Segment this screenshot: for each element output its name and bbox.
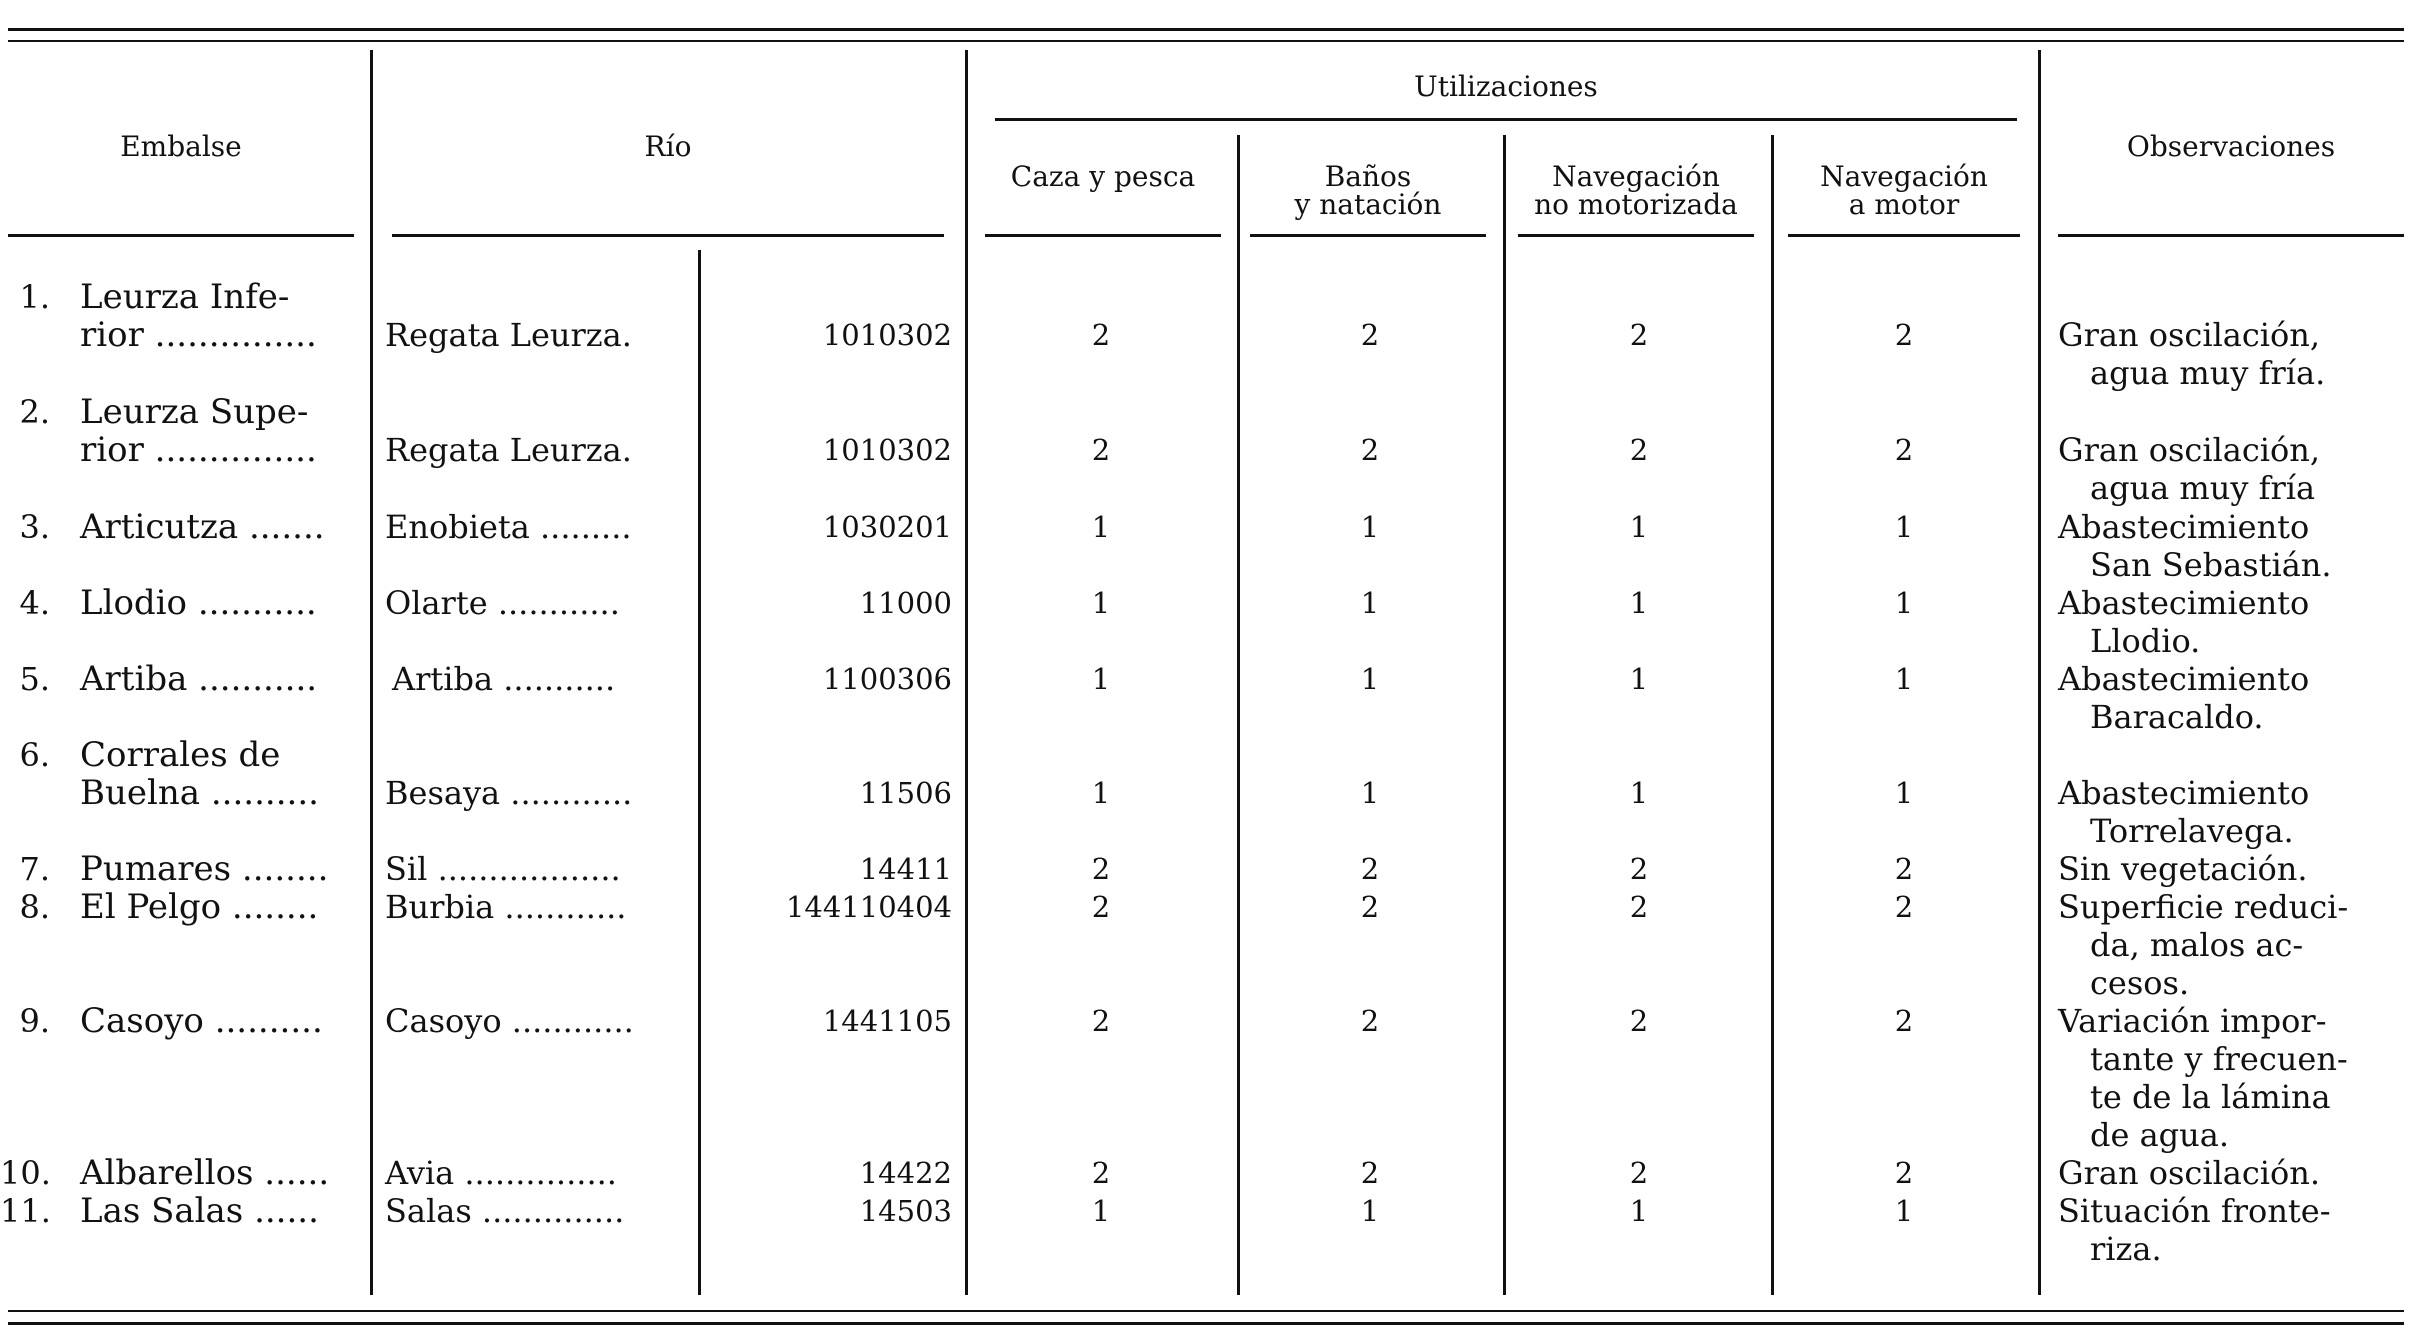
nav-motor-value: 1: [1894, 510, 1914, 544]
nav-no-value: 2: [1629, 318, 1649, 352]
utilizaciones-underline: [995, 118, 2017, 121]
nav-motor-value: 1: [1894, 662, 1914, 696]
observacion: Abastecimiento: [2058, 660, 2310, 698]
top-rule: [8, 28, 2404, 31]
observacion: Superficie reduci-: [2058, 888, 2349, 926]
header-rio: Río: [644, 130, 692, 163]
banos-value: 2: [1360, 433, 1380, 467]
divider-banos-nav: [1503, 135, 1506, 1295]
caza-value: 1: [1091, 1194, 1111, 1228]
rio-code: 14411: [859, 852, 952, 886]
rio-name: Artiba ...........: [392, 660, 616, 698]
rio-name: Burbia ............: [385, 888, 627, 926]
header-nav-no-2: no motorizada: [1534, 188, 1738, 221]
header-nav-no-1: Navegación: [1552, 160, 1720, 193]
embalse-name: El Pelgo ........: [80, 887, 319, 927]
observacion-cont: agua muy fría: [2090, 469, 2316, 507]
observacion-cont: riza.: [2090, 1230, 2162, 1268]
nav-motor-value: 1: [1894, 1194, 1914, 1228]
embalse-name: Casoyo ..........: [80, 1001, 323, 1041]
observacion-cont: tante y frecuen-: [2090, 1040, 2348, 1078]
banos-value: 1: [1360, 1194, 1380, 1228]
nav-no-value: 2: [1629, 1156, 1649, 1190]
header-caza-pesca: Caza y pesca: [1010, 160, 1196, 193]
nav-motor-value: 2: [1894, 852, 1914, 886]
embalse-name-cont: rior ...............: [80, 430, 317, 470]
nav-no-value: 1: [1629, 510, 1649, 544]
rio-name: Regata Leurza.: [385, 316, 632, 354]
row-number: 1.: [19, 278, 50, 316]
nav-no-value: 1: [1629, 586, 1649, 620]
bottom-rule-inner: [8, 1310, 2404, 1312]
caza-value: 2: [1091, 852, 1111, 886]
nav-no-value: 2: [1629, 1004, 1649, 1038]
rio-name: Olarte ............: [385, 584, 620, 622]
row-number: 10.: [0, 1154, 51, 1192]
banos-value: 2: [1360, 1004, 1380, 1038]
banos-value: 1: [1360, 776, 1380, 810]
caza-header-underline: [985, 234, 1221, 237]
rio-name: Regata Leurza.: [385, 431, 632, 469]
observacion-cont: Torrelavega.: [2090, 812, 2294, 850]
observacion-cont: Llodio.: [2090, 622, 2201, 660]
divider-caza-banos: [1237, 135, 1240, 1295]
banos-value: 2: [1360, 318, 1380, 352]
rio-code: 1010302: [822, 433, 952, 467]
rio-code: 1100306: [822, 662, 952, 696]
caza-value: 2: [1091, 433, 1111, 467]
observacion: Gran oscilación,: [2058, 431, 2321, 469]
row-number: 9.: [19, 1002, 50, 1040]
observacion: Gran oscilación,: [2058, 316, 2321, 354]
divider-utilizaciones-obs: [2038, 50, 2041, 1295]
header-utilizaciones: Utilizaciones: [1414, 70, 1598, 103]
rio-code: 11506: [859, 776, 952, 810]
header-nav-motor-2: a motor: [1848, 188, 1960, 221]
divider-rio-code: [698, 250, 701, 1295]
caza-value: 2: [1091, 318, 1111, 352]
row-number: 3.: [19, 508, 50, 546]
caza-value: 2: [1091, 1156, 1111, 1190]
nav-no-value: 2: [1629, 852, 1649, 886]
banos-value: 1: [1360, 510, 1380, 544]
nav-motor-value: 2: [1894, 1156, 1914, 1190]
observacion-cont: Baracaldo.: [2090, 698, 2264, 736]
nav-motor-value: 2: [1894, 318, 1914, 352]
banos-header-underline: [1250, 234, 1486, 237]
nav-motor-value: 2: [1894, 433, 1914, 467]
nav-no-value: 1: [1629, 1194, 1649, 1228]
banos-value: 2: [1360, 890, 1380, 924]
embalse-name: Artiba ...........: [80, 659, 318, 699]
caza-value: 2: [1091, 890, 1111, 924]
embalse-name-cont: rior ...............: [80, 315, 317, 355]
observacion-cont: te de la lámina: [2090, 1078, 2331, 1116]
embalse-name: Albarellos ......: [80, 1153, 330, 1193]
embalse-name: Las Salas ......: [80, 1191, 319, 1231]
caza-value: 2: [1091, 1004, 1111, 1038]
nav-no-value: 2: [1629, 433, 1649, 467]
embalse-name: Articutza .......: [80, 507, 325, 547]
bottom-rule: [8, 1322, 2404, 1325]
header-embalse: Embalse: [120, 130, 242, 163]
rio-code: 11000: [859, 586, 952, 620]
row-number: 4.: [19, 584, 50, 622]
rio-header-underline: [392, 234, 944, 237]
banos-value: 2: [1360, 1156, 1380, 1190]
row-number: 11.: [0, 1192, 51, 1230]
divider-nav-motor: [1771, 135, 1774, 1295]
nav-no-value: 2: [1629, 890, 1649, 924]
nav-no-header-underline: [1518, 234, 1754, 237]
observacion: Variación impor-: [2058, 1002, 2327, 1040]
header-observaciones: Observaciones: [2126, 130, 2336, 163]
embalse-name: Corrales de: [80, 735, 281, 775]
banos-value: 1: [1360, 586, 1380, 620]
rio-code: 1010302: [822, 318, 952, 352]
embalse-name: Leurza Supe-: [80, 392, 309, 432]
observacion-cont: da, malos ac-: [2090, 926, 2304, 964]
nav-motor-value: 1: [1894, 586, 1914, 620]
embalse-header-underline: [8, 234, 354, 237]
embalse-name: Leurza Infe-: [80, 277, 290, 317]
embalse-name: Llodio ...........: [80, 583, 317, 623]
row-number: 5.: [19, 660, 50, 698]
rio-code: 144110404: [785, 890, 952, 924]
nav-no-value: 1: [1629, 662, 1649, 696]
row-number: 2.: [19, 393, 50, 431]
observacion-cont: cesos.: [2090, 964, 2190, 1002]
rio-name: Salas ..............: [385, 1192, 625, 1230]
caza-value: 1: [1091, 776, 1111, 810]
rio-name: Enobieta .........: [385, 508, 632, 546]
observacion: Gran oscilación.: [2058, 1154, 2321, 1192]
divider-rio-utilizaciones: [965, 50, 968, 1295]
caza-value: 1: [1091, 662, 1111, 696]
observacion-cont: de agua.: [2090, 1116, 2230, 1154]
banos-value: 1: [1360, 662, 1380, 696]
rio-code: 14503: [859, 1194, 952, 1228]
row-number: 8.: [19, 888, 50, 926]
observacion: Sin vegetación.: [2058, 850, 2308, 888]
caza-value: 1: [1091, 510, 1111, 544]
nav-motor-value: 1: [1894, 776, 1914, 810]
rio-code: 1441105: [822, 1004, 952, 1038]
rio-code: 1030201: [822, 510, 952, 544]
row-number: 6.: [19, 736, 50, 774]
header-nav-motor-1: Navegación: [1820, 160, 1988, 193]
nav-motor-value: 2: [1894, 1004, 1914, 1038]
nav-motor-value: 2: [1894, 890, 1914, 924]
top-rule-inner: [8, 40, 2404, 42]
nav-no-value: 1: [1629, 776, 1649, 810]
rio-name: Casoyo ............: [385, 1002, 634, 1040]
caza-value: 1: [1091, 586, 1111, 620]
header-banos-1: Baños: [1324, 160, 1412, 193]
nav-motor-header-underline: [1788, 234, 2020, 237]
rio-name: Sil ..................: [385, 850, 621, 888]
observacion: Abastecimiento: [2058, 774, 2310, 812]
embalse-name-cont: Buelna ..........: [80, 773, 319, 813]
banos-value: 2: [1360, 852, 1380, 886]
observacion-cont: San Sebastián.: [2090, 546, 2332, 584]
divider-embalse-rio: [370, 50, 373, 1295]
observacion: Situación fronte-: [2058, 1192, 2331, 1230]
rio-name: Besaya ............: [385, 774, 633, 812]
rio-code: 14422: [859, 1156, 952, 1190]
obs-header-underline: [2058, 234, 2404, 237]
header-banos-2: y natación: [1294, 188, 1442, 221]
rio-name: Avia ...............: [385, 1154, 617, 1192]
row-number: 7.: [19, 850, 50, 888]
observacion-cont: agua muy fría.: [2090, 354, 2326, 392]
observacion: Abastecimiento: [2058, 508, 2310, 546]
embalse-name: Pumares ........: [80, 849, 329, 889]
observacion: Abastecimiento: [2058, 584, 2310, 622]
